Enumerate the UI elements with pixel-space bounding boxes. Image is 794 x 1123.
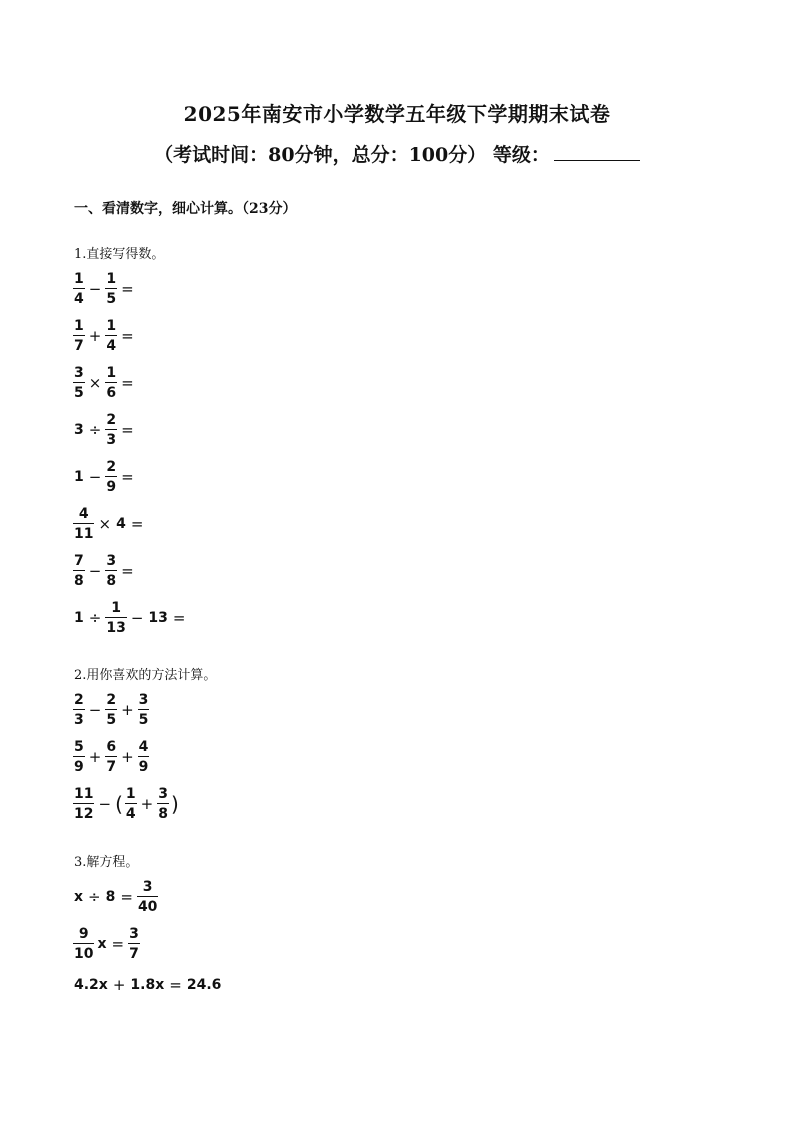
numerator: 11: [74, 786, 94, 802]
numerator: 1: [111, 600, 121, 616]
denominator: 6: [105, 382, 117, 400]
fraction: [105, 460, 117, 494]
expression: [72, 880, 159, 914]
fraction: [105, 413, 117, 447]
denominator: 7: [128, 943, 140, 961]
fraction: [138, 740, 150, 774]
operator: =: [121, 374, 134, 392]
expression: [72, 319, 137, 353]
expression: [72, 554, 137, 588]
fraction: [105, 272, 117, 306]
parenthesis: (: [115, 792, 123, 816]
fraction: [73, 319, 85, 353]
operator: =: [169, 976, 182, 994]
operator: −: [130, 609, 144, 627]
fraction: [73, 787, 94, 821]
numerator: 3: [158, 786, 168, 802]
operator: =: [120, 888, 133, 906]
numerator: 3: [129, 926, 139, 942]
denominator: 40: [137, 896, 158, 914]
exam-info: （考试时间：80分钟，总分：100分） 等级：: [154, 144, 550, 166]
numerator: 2: [106, 692, 117, 708]
fraction: [73, 927, 94, 961]
numerator: 5: [74, 739, 84, 755]
operator: +: [88, 748, 102, 766]
fraction: [105, 366, 117, 400]
denominator: 9: [138, 756, 150, 774]
numerator: 7: [74, 553, 84, 569]
numerator: 1: [106, 271, 117, 287]
operator: +: [121, 701, 134, 719]
operator: =: [121, 280, 134, 298]
fraction: [138, 693, 150, 727]
denominator: 3: [73, 709, 85, 727]
expression: [72, 413, 137, 447]
denominator: 12: [73, 803, 94, 821]
expression: [72, 927, 141, 961]
number: 1.8x: [130, 977, 165, 993]
numerator: 9: [78, 926, 89, 942]
fraction: [105, 554, 117, 588]
numerator: 3: [106, 553, 117, 569]
numerator: 3: [74, 365, 84, 381]
fraction: [128, 927, 140, 961]
operator: =: [111, 935, 125, 953]
number: 8: [105, 889, 116, 905]
fraction: [73, 366, 85, 400]
parenthesis: ): [170, 792, 179, 816]
fraction: [73, 740, 85, 774]
operator: −: [98, 795, 112, 813]
fraction: [105, 740, 117, 774]
number: 24.6: [186, 977, 222, 993]
operator: =: [121, 562, 134, 580]
denominator: 4: [105, 335, 117, 353]
denominator: 4: [73, 288, 85, 306]
expression: [72, 693, 150, 727]
operator: +: [140, 795, 154, 813]
operator: −: [88, 701, 102, 719]
numerator: 6: [106, 739, 117, 755]
operator: ×: [98, 515, 112, 533]
fraction: [105, 601, 126, 635]
operator: ÷: [88, 888, 101, 906]
operator: −: [88, 562, 102, 580]
operator: =: [121, 468, 134, 486]
denominator: 10: [73, 943, 94, 961]
numerator: 3: [138, 692, 149, 708]
operator: −: [88, 280, 102, 298]
numerator: 2: [106, 412, 117, 428]
question-1-label: 1.直接写得数。: [74, 247, 165, 262]
denominator: 5: [105, 709, 117, 727]
operator: =: [130, 515, 144, 533]
number: 1: [74, 469, 84, 485]
numerator: 2: [74, 692, 84, 708]
number: 13: [148, 610, 168, 626]
denominator: 8: [73, 570, 85, 588]
expression: [72, 787, 180, 821]
denominator: 8: [105, 570, 117, 588]
denominator: 7: [105, 756, 117, 774]
grade-blank[interactable]: [554, 140, 640, 161]
expression: [72, 366, 137, 400]
fraction: [73, 272, 85, 306]
numerator: 3: [142, 879, 153, 895]
operator: ÷: [88, 421, 102, 439]
number: 1: [74, 610, 84, 626]
expression: [72, 601, 188, 635]
fraction: [105, 693, 117, 727]
number: 4: [116, 516, 126, 532]
question-3-label: 3.解方程。: [74, 855, 139, 870]
denominator: 5: [73, 382, 85, 400]
denominator: 5: [105, 288, 117, 306]
denominator: 13: [105, 617, 126, 635]
operator: =: [172, 609, 186, 627]
numerator: 1: [74, 271, 84, 287]
denominator: 9: [105, 476, 117, 494]
question-2-label: 2.用你喜欢的方法计算。: [74, 668, 217, 683]
expression: [72, 976, 223, 994]
fraction: [73, 554, 85, 588]
section-heading: 一、看清数字，细心计算。（23分）: [74, 201, 297, 217]
number: 4.2x: [74, 977, 108, 993]
fraction: [157, 787, 169, 821]
denominator: 7: [73, 335, 85, 353]
fraction: [73, 507, 94, 541]
operator: +: [112, 976, 126, 994]
denominator: 9: [73, 756, 85, 774]
numerator: 2: [106, 459, 117, 475]
denominator: 4: [125, 803, 137, 821]
denominator: 11: [73, 523, 94, 541]
number: x: [74, 889, 84, 905]
exam-title: 2025年南安市小学数学五年级下学期期末试卷: [183, 102, 611, 126]
operator: +: [121, 748, 134, 766]
fraction: [125, 787, 137, 821]
expression: [72, 272, 137, 306]
operator: ÷: [88, 609, 102, 627]
fraction: [137, 880, 158, 914]
numerator: 1: [125, 786, 136, 802]
number: x: [97, 936, 107, 952]
expression: [72, 507, 146, 541]
operator: ×: [88, 374, 102, 392]
fraction: [105, 319, 117, 353]
numerator: 1: [106, 365, 117, 381]
denominator: 3: [105, 429, 117, 447]
numerator: 4: [138, 739, 149, 755]
numerator: 1: [74, 318, 84, 334]
operator: −: [88, 468, 102, 486]
operator: +: [88, 327, 102, 345]
operator: =: [121, 421, 134, 439]
number: 3: [74, 422, 84, 438]
fraction: [73, 693, 85, 727]
numerator: 1: [106, 318, 117, 334]
expression: [72, 740, 150, 774]
numerator: 4: [78, 506, 89, 522]
expression: [72, 460, 137, 494]
denominator: 5: [138, 709, 150, 727]
exam-subtitle: [0, 140, 794, 167]
operator: =: [121, 327, 134, 345]
denominator: 8: [157, 803, 169, 821]
